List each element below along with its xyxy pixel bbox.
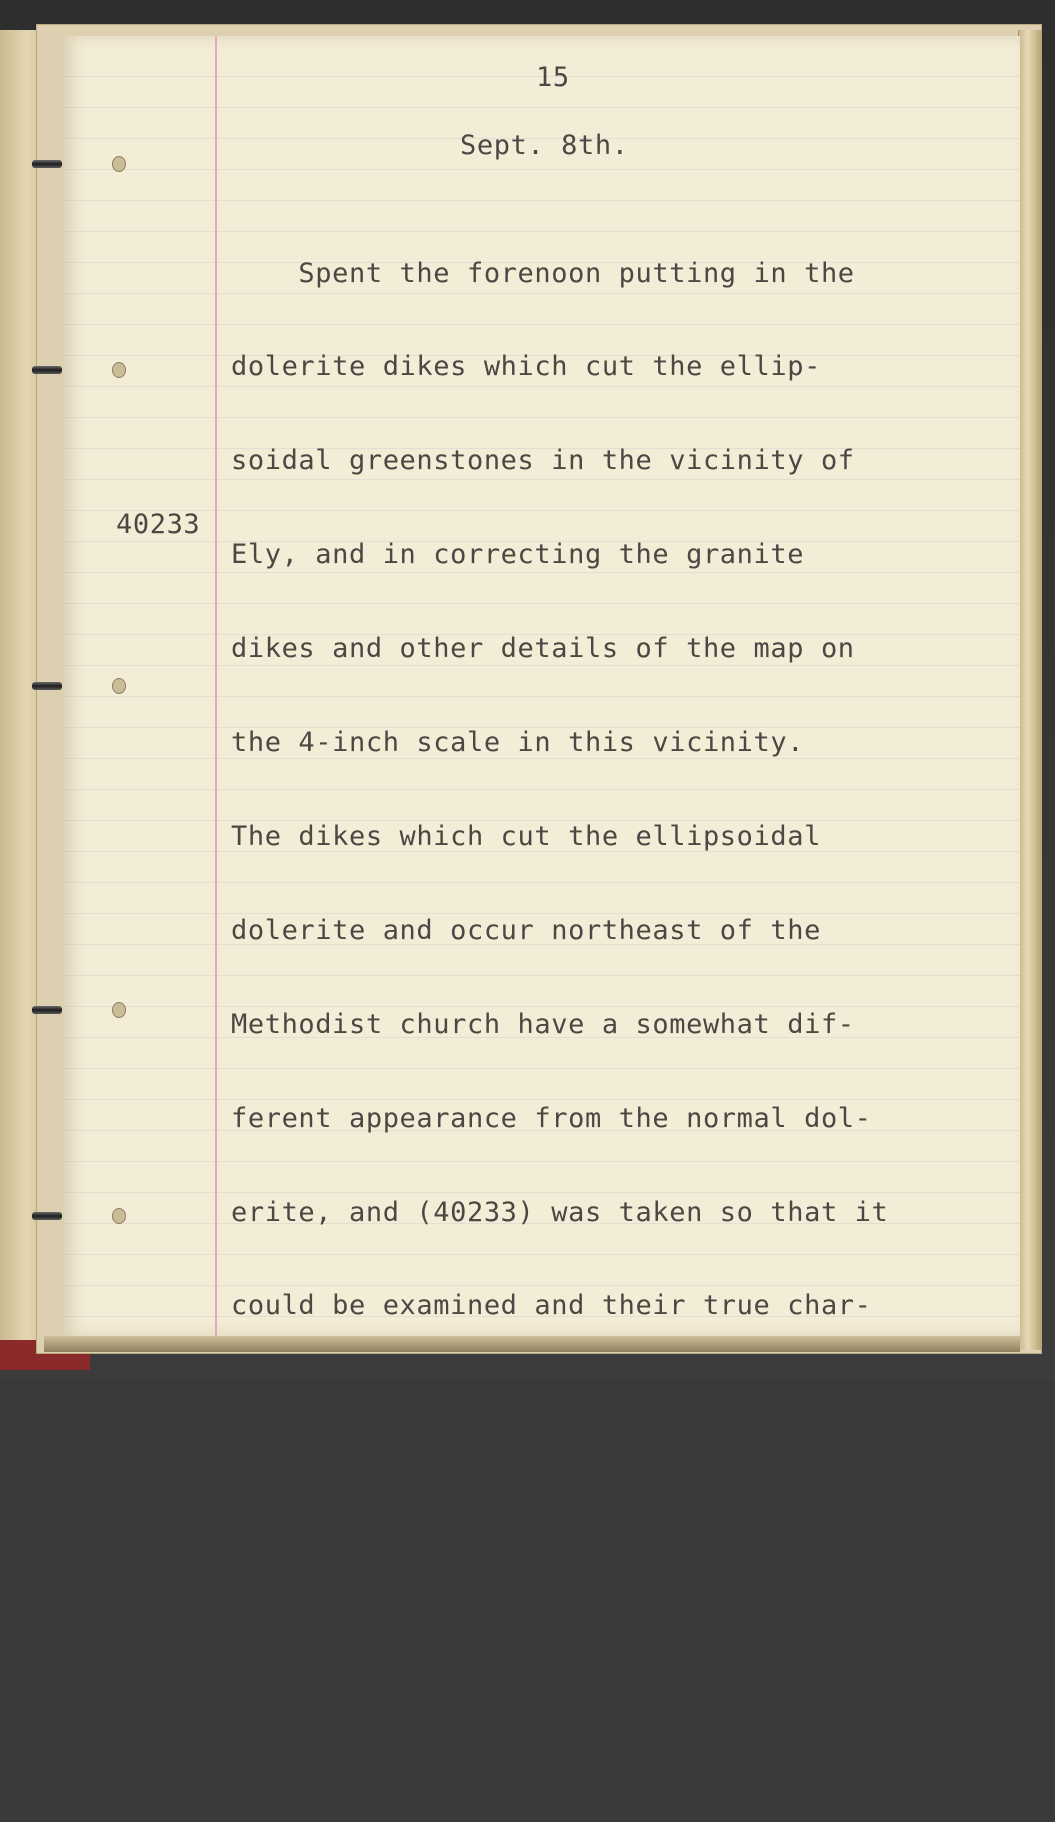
text-line: dikes and other details of the map on <box>231 633 855 665</box>
text-line: soidal greenstones in the vicinity of <box>231 445 855 477</box>
page-ruling <box>64 169 1020 170</box>
binder-ring <box>32 1212 62 1220</box>
text-line: dolerite dikes which cut the ellip- <box>231 351 821 383</box>
text-line: ferent appearance from the normal dol- <box>231 1102 872 1134</box>
margin-rule <box>215 36 217 1336</box>
specimen-margin-note: 40233 <box>116 509 201 540</box>
text-line: ment packed up and got all supplies, <box>231 1572 838 1604</box>
binder-ring <box>32 366 62 374</box>
page-edges <box>1018 30 1041 1350</box>
text-line: the 4-inch scale in this vicinity. <box>231 727 805 759</box>
page-number: 15 <box>536 62 570 93</box>
text-line: could be examined and their true char- <box>231 1290 872 1322</box>
text-line: acter ascertained <box>231 1384 518 1416</box>
page-ruling <box>64 107 1020 108</box>
entry-text <box>231 195 888 1822</box>
binder-hole <box>112 1002 126 1018</box>
entry-date-heading: Sept. 8th. <box>460 130 629 161</box>
text-line: dolerite and occur northeast of the <box>231 914 821 946</box>
text-line: Ely, and in correcting the granite <box>231 539 805 571</box>
binder-ring <box>32 1006 62 1014</box>
text-line: Spent the forenoon putting in the <box>231 257 855 289</box>
binder-ring <box>32 682 62 690</box>
binder-hole <box>112 1208 126 1224</box>
text-line: so that we would be ready to start <box>231 1665 805 1697</box>
text-line: Methodist church have a somewhat dif- <box>231 1008 855 1040</box>
text-line: erite, and (40233) was taken so that it <box>231 1196 889 1228</box>
binder-hole <box>112 678 126 694</box>
text-line: In the afternoon got my camp equip- <box>231 1478 889 1510</box>
binder-hole <box>112 362 126 378</box>
text-line: on our canoe trip Monday. <box>231 1759 653 1791</box>
text-line: The dikes which cut the ellipsoidal <box>231 820 821 852</box>
binder-hole <box>112 156 126 172</box>
binder-ring <box>32 160 62 168</box>
